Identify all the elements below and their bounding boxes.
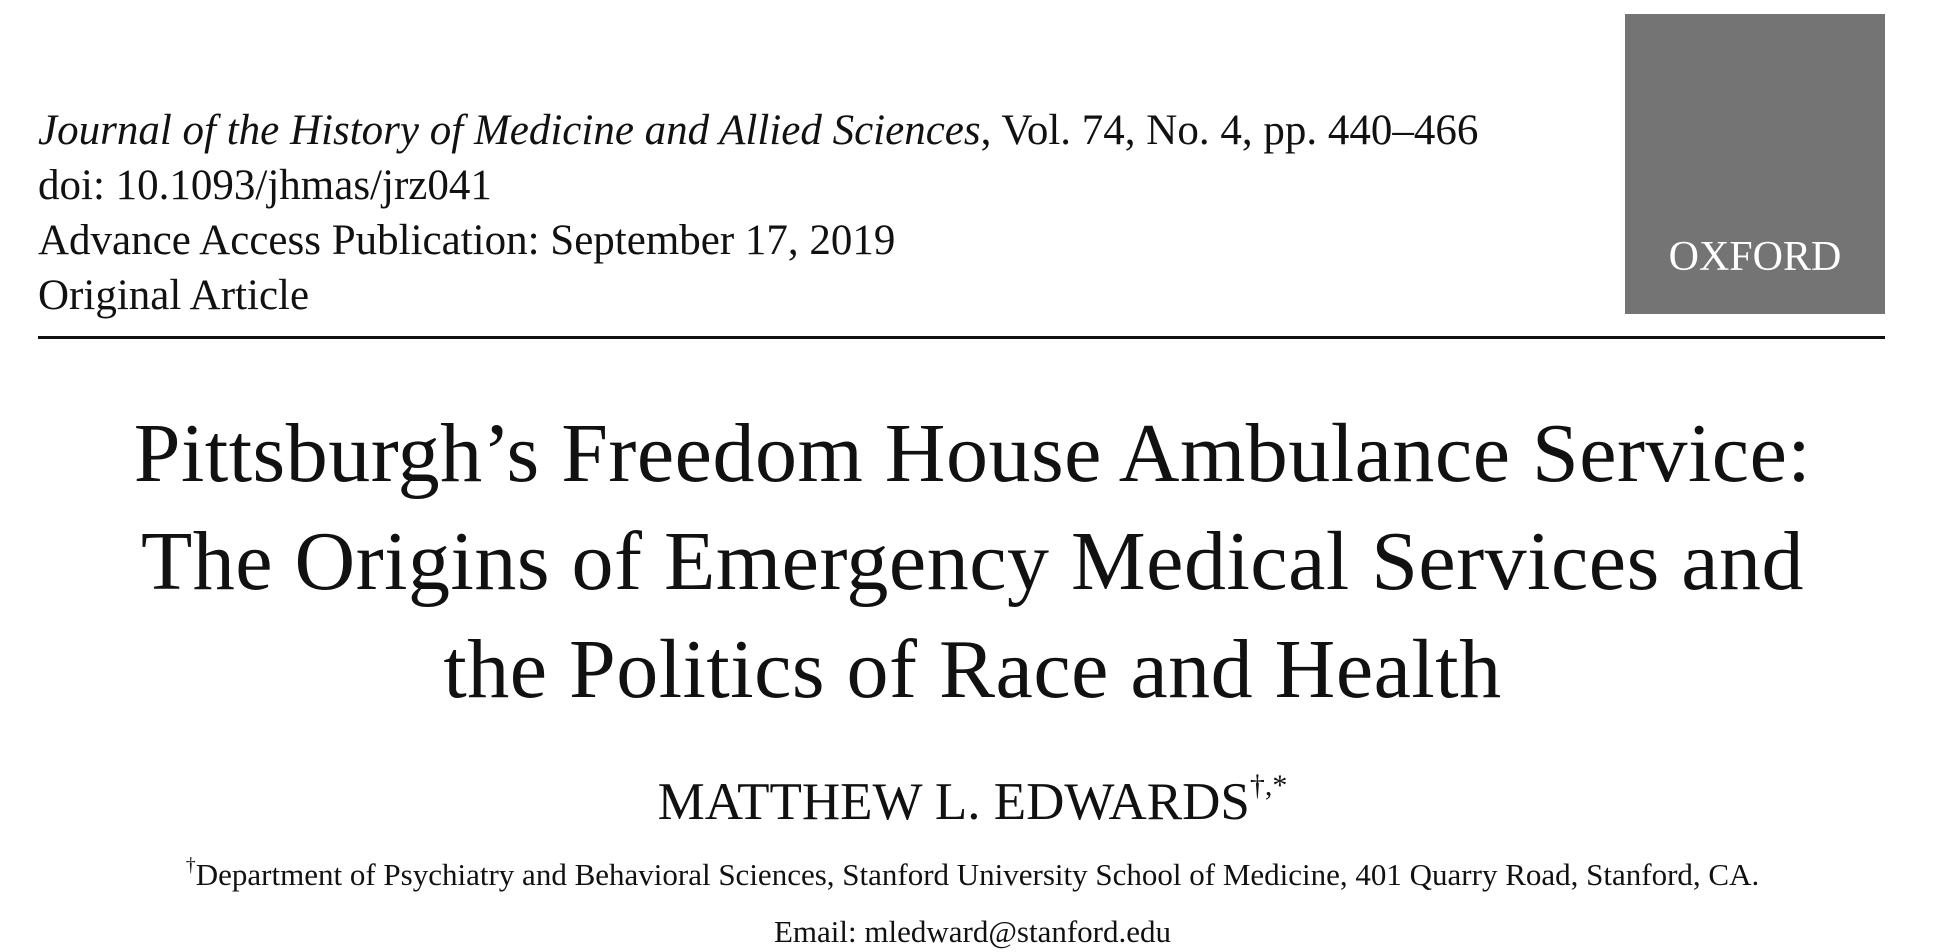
journal-volume-pages: , Vol. 74, No. 4, pp. 440–466 [980,107,1479,154]
article-header [38,103,1618,323]
affiliation-mark: † [185,854,196,876]
author-footnote-marks: †,* [1249,769,1288,802]
doi: doi: 10.1093/jhmas/jrz041 [38,162,492,209]
affiliation-text: Department of Psychiatry and Behavioral Sciences, Stanford University School of Medicine, 401 Quarry Road, Stanford, CA. [195,857,1760,892]
title-line-1: Pittsburgh’s Freedom House Ambulance Service: [133,407,1812,500]
header-divider [38,336,1885,339]
journal-citation [38,103,1618,158]
title-line-2: The Origins of Emergency Medical Services and [140,515,1805,608]
advance-access-date: Advance Access Publication: September 17, 2019 [38,217,896,264]
article-title [20,400,1925,724]
journal-name: Journal of the History of Medicine and Allied Sciences [38,107,981,154]
article-type: Original Article [38,272,310,319]
author-name: MATTHEW L. EDWARDS [657,773,1250,831]
title-line-3: the Politics of Race and Health [443,623,1502,716]
author-affiliation [0,853,1945,897]
author-line [0,769,1945,832]
oxford-logo-text: OXFORD [1668,234,1842,280]
oxford-logo [1625,14,1885,314]
author-email[interactable]: Email: mledward@stanford.edu [774,914,1171,949]
